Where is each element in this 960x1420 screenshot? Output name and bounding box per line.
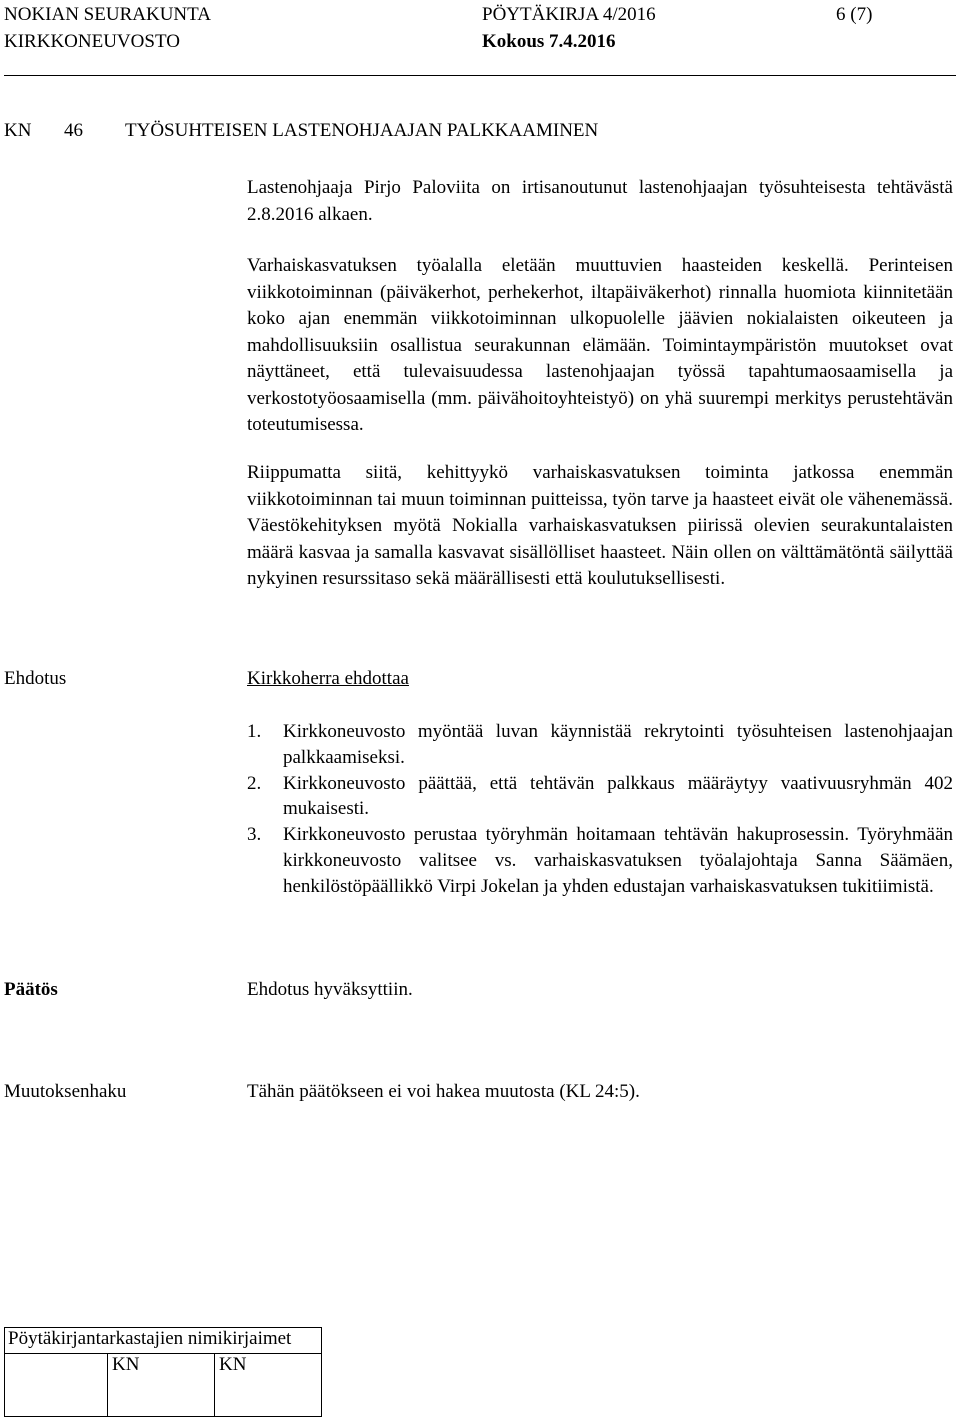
decision-text: Ehdotus hyväksyttiin. — [247, 979, 413, 1000]
proposal-item — [247, 822, 953, 899]
proposal-item-number: 3. — [247, 824, 262, 846]
appeal-text: Tähän päätökseen ei voi hakea muutosta (KL 24:5). — [247, 1081, 640, 1102]
signature-initials-1: KN — [108, 1354, 215, 1417]
page-number: 6 (7) — [836, 4, 873, 25]
paragraph-resignation — [247, 175, 953, 228]
proposal-item-text: Kirkkoneuvosto perustaa työryhmän hoitamaan tehtävän hakuprosessin. Työryhmään kirkkoneuvosto valitsee vs. varhaiskasvatuksen työalajohtaja Sanna Säämäen, henkilöstöpäällikkö Virpi Jokelan ja yhden edustajan varhaiskasvatuksen tukitiimistä. — [283, 824, 953, 897]
paragraph-background — [247, 253, 953, 439]
meeting-date: Kokous 7.4.2016 — [482, 31, 616, 52]
proposal-item-text: Kirkkoneuvosto päättää, että tehtävän palkkaus määräytyy vaativuusryhmän 402 mukaisesti. — [283, 772, 953, 820]
header-divider — [4, 75, 956, 76]
proposal-item-number: 2. — [247, 772, 262, 794]
signature-cell-empty — [5, 1354, 108, 1417]
proposal-item-number: 1. — [247, 721, 262, 742]
proposal-item-text: Kirkkoneuvosto myöntää luvan käynnistää rekrytointi työsuhteisen lastenohjaajan palkkaamiseksi. — [283, 721, 953, 768]
proposal-label: Ehdotus — [4, 668, 67, 689]
org-name: NOKIAN SEURAKUNTA — [4, 4, 211, 25]
paragraph-need — [247, 460, 953, 593]
proposal-item — [247, 719, 953, 771]
paragraph-text: Riippumatta siitä, kehittyykö varhaiskasvatuksen toiminta jatkossa enemmän viikkotoiminnan tai muun toiminnan puitteissa, työn tarve ja haasteet eivät ole vähenemässä. Väestökehityksen myötä Nokialla varhaiskasvatuksen piirissä olevien seurakuntalaisten määrä kasvaa ja samalla kasvavat sisällölliset haasteet. Näin ollen on välttämätöntä säilyttää nykyinen resurssitaso sekä määrällisesti että koulutuksellisesti. — [247, 462, 953, 589]
proposal-list — [247, 719, 953, 900]
body-name: KIRKKONEUVOSTO — [4, 31, 180, 52]
proposal-intro: Kirkkoherra ehdottaa — [247, 668, 409, 689]
section-title: TYÖSUHTEISEN LASTENOHJAAJAN PALKKAAMINEN — [125, 120, 599, 141]
paragraph-text: Lastenohjaaja Pirjo Paloviita on irtisanoutunut lastenohjaajan työsuhteisesta tehtävästä 2.8.2016 alkaen. — [247, 177, 953, 225]
signature-table — [4, 1327, 322, 1417]
proposal-item — [247, 771, 953, 823]
decision-label: Päätös — [4, 979, 58, 1000]
paragraph-text: Varhaiskasvatuksen työalalla eletään muuttuvien haasteiden keskellä. Perinteisen viikkotoiminnan (päiväkerhot, perhekerhot, iltapäiväkerhot) rinnalla huomiota kiinnitetään koko ajan enemmän viikkotoiminnan ulkopuolelle jäävien nokialaisten oikeuteen ja mahdollisuuksiin osallistua seurakunnan elämään. Toimintaympäristön muutokset ovat näyttäneet, että tulevaisuudessa lastenohjaajan työssä tapahtumaosaamisella ja verkostotyöosaamisella (mm. päivähoitoyhteistyö) on yhä suurempi merkitys perustehtävän toteutumisessa. — [247, 255, 953, 435]
section-number: 46 — [64, 120, 83, 141]
appeal-label: Muutoksenhaku — [4, 1081, 127, 1102]
document-title: PÖYTÄKIRJA 4/2016 — [482, 4, 656, 25]
signature-title: Pöytäkirjantarkastajien nimikirjaimet — [5, 1328, 322, 1354]
signature-initials-2: KN — [215, 1354, 322, 1417]
section-code: KN — [4, 120, 32, 141]
